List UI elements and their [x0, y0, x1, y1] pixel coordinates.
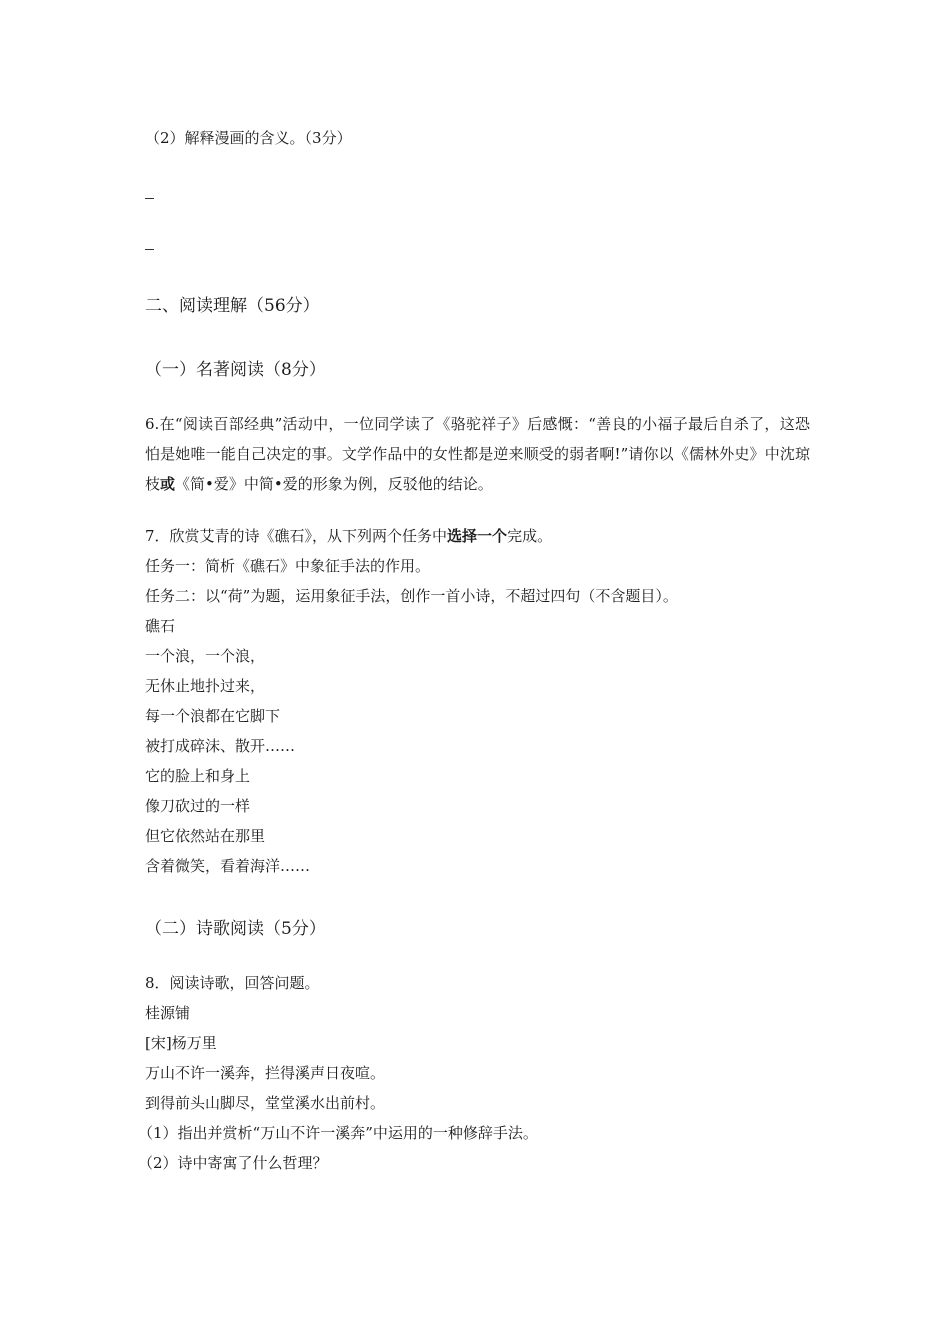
q8-subquestion-2: （2）诗中寄寓了什么哲理？	[138, 1154, 328, 1172]
q8-poem-line: 万山不许一溪奔，拦得溪声日夜喧。	[145, 1064, 386, 1082]
q7-task2: 任务二：以“荷”为题，运用象征手法，创作一首小诗，不超过四句（不含题目）。	[145, 587, 678, 605]
q6-text-post: 《简•爱》中简•爱的形象为例，反驳他的结论。	[175, 475, 493, 493]
poem-line: 含着微笑，看着海洋……	[145, 857, 311, 875]
q8-poem-line: 到得前头山脚尽，堂堂溪水出前村。	[145, 1094, 386, 1112]
question-7	[145, 526, 552, 546]
q8-subquestion-1: （1）指出并赏析“万山不许一溪奔”中运用的一种修辞手法。	[138, 1124, 538, 1142]
answer-blank-line	[145, 249, 154, 250]
poem-line: 像刀砍过的一样	[145, 797, 251, 815]
question-6	[145, 409, 810, 499]
q7-bold-choose: 选择一个	[447, 527, 508, 545]
q8-poem-author: [宋]杨万里	[145, 1034, 217, 1052]
answer-blank-line	[145, 198, 154, 199]
q6-bold-or: 或	[160, 475, 176, 493]
poem-line: 每一个浪都在它脚下	[145, 707, 281, 725]
section2-title: 二、阅读理解（56分）	[145, 296, 320, 316]
part1-title: （一）名著阅读（8分）	[145, 360, 326, 380]
poem-line: 一个浪，一个浪，	[145, 647, 266, 665]
q7-text-post: 完成。	[507, 527, 553, 545]
part2-title: （二）诗歌阅读（5分）	[145, 919, 326, 939]
q8-poem-title: 桂源铺	[145, 1004, 191, 1022]
q6-text-pre: 6.在“阅读百部经典”活动中，一位同学读了《骆驼祥子》后感慨：“善良的小福子最后自杀了，这恐怕是她唯一能自己决定的事。文学作品中的女性都是逆来顺受的弱者啊!”请你以《儒林外史》中沈琼枝	[145, 415, 810, 493]
poem-line: 被打成碎沫、散开……	[145, 737, 296, 755]
q5-part2: （2）解释漫画的含义。（3分）	[145, 129, 352, 147]
q7-poem-title: 礁石	[145, 617, 176, 635]
q7-task1: 任务一：简析《礁石》中象征手法的作用。	[145, 557, 431, 575]
poem-line: 它的脸上和身上	[145, 767, 251, 785]
question-8: 8．阅读诗歌，回答问题。	[145, 974, 320, 992]
poem-line: 但它依然站在那里	[145, 827, 266, 845]
poem-line: 无休止地扑过来，	[145, 677, 266, 695]
q7-text-pre: 7．欣赏艾青的诗《礁石》，从下列两个任务中	[145, 527, 448, 545]
